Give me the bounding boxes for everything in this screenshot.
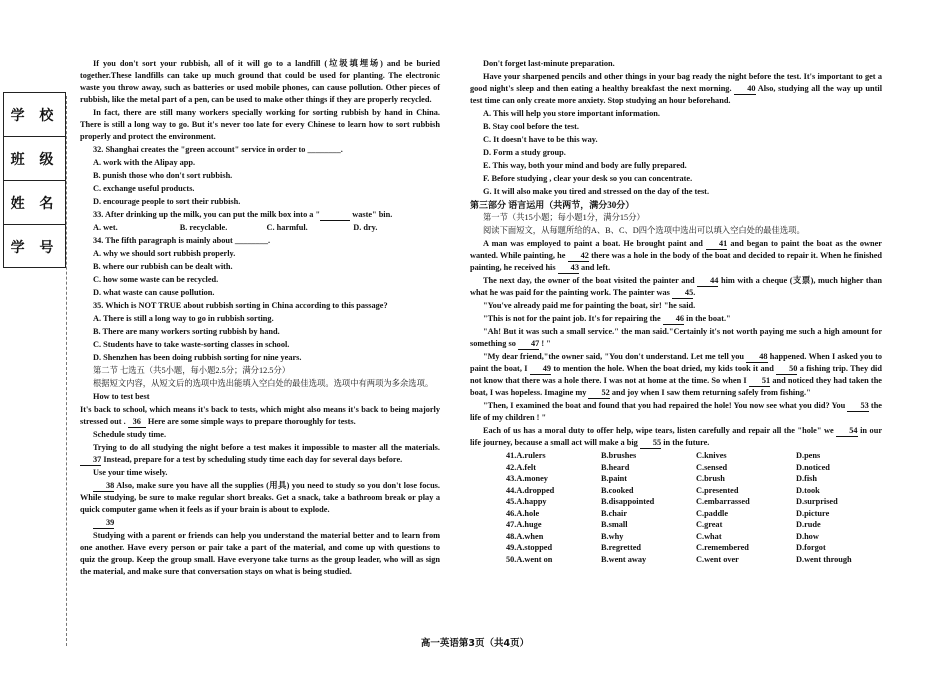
class-label: 班 级: [4, 137, 65, 181]
passage-paragraph: In fact, there are still many workers specially working for sorting rubbish by hand in China. There is still a long way to go. But it's never too late for every Chinese to learn how to sort rubbish properly and protect the environment.: [80, 108, 440, 141]
blank-46: 46: [663, 314, 684, 325]
passage-paragraph: 38 Also, make sure you have all the supplies (用具) you need to study so you don't lose focus. While studying, be sure to make regular short breaks. Get a snack, take a bathroom break or play a quick computer game when it feels as if your brain is about to explode.: [80, 481, 440, 514]
question-33-options: [80, 222, 440, 234]
student-info-panel: [3, 92, 66, 268]
blank-50: 50: [776, 364, 797, 375]
cloze-option: D.fish: [796, 474, 817, 483]
seven-option: B. Stay cool before the test.: [483, 122, 579, 131]
cloze-option: 45.A.happy: [506, 497, 547, 506]
subheading: Don't forget last-minute preparation.: [483, 59, 615, 68]
student-number-label: 学 号: [10, 240, 59, 256]
cloze-paragraph: A man was employed to paint a boat. He brought paint and 41 and began to paint the boat as the owner wanted. While painting, he 42 there was a hole in the body of the boat and decided to repair it. When he finished painting, he received his 43 and left.: [470, 239, 882, 272]
cloze-paragraph: Each of us has a moral duty to offer help, wipe tears, listen carefully and repair all the "hole" we 54 in our life journey, because a small act will make a big 55 in the future.: [470, 426, 882, 447]
cloze-option: 41.A.rulers: [506, 451, 546, 460]
section-2-instructions: 根据短文内容，从短文后的选项中选出能填入空白处的最佳选项。选项中有两项为多余选项。: [93, 379, 434, 388]
cloze-option: D.rude: [796, 520, 821, 529]
blank-42: 42: [568, 251, 589, 262]
cloze-option: D.noticed: [796, 462, 830, 472]
option: C. Students have to take waste-sorting classes in school.: [93, 340, 290, 349]
blank-47: 47: [518, 339, 539, 350]
cloze-option: B.paint: [601, 474, 628, 483]
cloze-option: D.surprised: [796, 497, 838, 506]
option: A. wet.: [93, 223, 118, 232]
question-34: 34. The fifth paragraph is mainly about ________.: [93, 236, 271, 245]
blank-37: 37: [80, 455, 101, 466]
blank-43: 43: [558, 263, 579, 274]
seven-option: E. This way, both your mind and body are fully prepared.: [483, 161, 687, 170]
cloze-option: 47.A.huge: [506, 520, 542, 529]
blank-54: 54: [836, 426, 857, 437]
cloze-option: B.disappointed: [601, 497, 655, 506]
cloze-option: 42.A.felt: [506, 462, 536, 472]
cloze-option: B.small: [601, 520, 628, 529]
passage-title: How to test best: [93, 392, 150, 401]
answer-blank: [320, 210, 350, 221]
blank-53: 53: [847, 401, 868, 412]
cloze-option: D.pens: [796, 451, 821, 460]
cloze-paragraph: "Ah! But it was such a small service." the man said."Certainly it's not worth paying me such a high amount for something so 47 ! ": [470, 327, 882, 348]
right-column: [470, 58, 882, 565]
seven-option: D. Form a study group.: [483, 148, 566, 157]
blank-45: 45: [672, 288, 693, 299]
left-column: [80, 58, 440, 579]
blank-38: 38: [93, 481, 114, 492]
cloze-option: C.sensed: [696, 462, 728, 472]
school-label: 学 校: [4, 93, 65, 137]
cloze-option: C.presented: [696, 485, 739, 495]
option: B. punish those who don't sort rubbish.: [93, 171, 233, 180]
cloze-paragraph: "Then, I examined the boat and found that you had repaired the hole! You now see what you did? You 53 the life of my children ! ": [470, 401, 882, 422]
section-2-heading: 第二节 七选五（共5小题，每小题2.5分；满分12.5分）: [93, 366, 291, 375]
option: A. why we should sort rubbish properly.: [93, 249, 236, 258]
cloze-option: C.went over: [696, 554, 739, 564]
cloze-paragraph: "This is not for the paint job. It's for repairing the 46 in the boat.": [483, 314, 731, 323]
blank-39-line: [80, 517, 440, 529]
passage-paragraph: Studying with a parent or friends can help you understand the material better and to learn from one another. Have every person or pair take a part of the material, and come up with questions to quiz the group. Keep the group small. Have everyone take turns as the group leader, who will as sign the material, and make sure that conversation stays on what is being studied.: [80, 531, 440, 576]
option: C. harmful.: [266, 223, 308, 232]
cloze-option: B.cooked: [601, 485, 634, 495]
cloze-option: 48.A.when: [506, 531, 544, 541]
option: C. exchange useful products.: [93, 184, 195, 193]
question-35: 35. Which is NOT TRUE about rubbish sorting in China according to this passage?: [93, 301, 388, 310]
cloze-option: C.knives: [696, 451, 727, 460]
name-label: 姓 名: [4, 181, 65, 225]
subheading: Use your time wisely.: [93, 468, 168, 477]
question-32: 32. Shanghai creates the "green account" service in order to ________.: [93, 145, 343, 154]
blank-39: 39: [93, 518, 114, 529]
blank-36: 36: [128, 417, 146, 428]
blank-51: 51: [749, 376, 770, 387]
option: D. what waste can cause pollution.: [93, 288, 215, 297]
seven-option: C. It doesn't have to be this way.: [483, 135, 598, 144]
cloze-option: B.chair: [601, 508, 628, 518]
cloze-option: C.great: [696, 520, 723, 529]
blank-52: 52: [588, 388, 609, 399]
question-33: 33. After drinking up the milk, you can put the milk box into a " waste" bin.: [93, 210, 393, 219]
blank-40: 40: [734, 84, 755, 95]
blank-55: 55: [640, 438, 661, 449]
cloze-option: B.went away: [601, 554, 647, 564]
option: A. There is still a long way to go in rubbish sorting.: [93, 314, 274, 323]
blank-48: 48: [746, 352, 767, 363]
option: A. work with the Alipay app.: [93, 158, 196, 167]
cloze-option: C.paddle: [696, 508, 729, 518]
seven-option: F. Before studying , clear your desk so you can concentrate.: [483, 174, 693, 183]
option: B. where our rubbish can be dealt with.: [93, 262, 233, 271]
option: D. encourage people to sort their rubbish.: [93, 197, 241, 206]
passage-paragraph: Trying to do all studying the night before a test makes it impossible to master all the materials. 37 Instead, prepare for a test by scheduling study time each day for several days before.: [80, 442, 440, 466]
cloze-option: D.went through: [796, 554, 852, 564]
option: D. Shenzhen has been doing rubbish sorting for nine years.: [93, 353, 302, 362]
passage-paragraph: Have your sharpened pencils and other things in your bag ready the night before the test. It's important to get a good night's sleep and then eating a healthy breakfast the next morning. 40 Also, studying all the way up until test time can only create more anxiety. Stop studying an hour beforehand.: [470, 72, 883, 105]
cloze-option: 46.A.hole: [506, 508, 540, 518]
option: D. dry.: [353, 223, 378, 232]
cloze-option: 50.A.went on: [506, 554, 553, 564]
cloze-option: D.took: [796, 485, 820, 495]
blank-49: 49: [530, 364, 551, 375]
cloze-option: 44.A.dropped: [506, 485, 555, 495]
cloze-option: B.brushes: [601, 451, 637, 460]
binding-line: [66, 96, 68, 646]
page-footer: 高一英语第3页（共4页）: [420, 638, 530, 649]
cloze-option: B.heard: [601, 462, 630, 472]
section-1-heading: 第一节（共15小题；每小题1分，满分15分）: [483, 213, 645, 222]
cloze-option: C.brush: [696, 474, 725, 483]
subheading: Schedule study time.: [93, 430, 167, 439]
cloze-option: D.how: [796, 531, 819, 541]
cloze-option: 43.A.money: [506, 474, 548, 483]
cloze-option: 49.A.stopped: [506, 543, 553, 552]
seven-option: G. It will also make you tired and stressed on the day of the test.: [483, 187, 710, 196]
cloze-paragraph: "You've already paid me for painting the boat, sir! "he said.: [483, 301, 696, 310]
cloze-paragraph: "My dear friend,"the owner said, "You don't understand. Let me tell you 48 happened. When I asked you to paint the boat, I 49 to mention the hole. When the boat dried, my kids took it and 50 a fishing trip. They did not know that there was a hole there. I was not at home at the time. So when I 51 and noticed they had taken the boat, I was hopeless. Imagine my 52 and joy when I saw them returning safely from fishing.": [470, 352, 882, 397]
section-1-instructions: 阅读下面短文，从每题所给的A、B、C、D四个选项中选出可以填入空白处的最佳选项。: [483, 226, 805, 235]
blank-41: 41: [706, 239, 727, 250]
cloze-option: B.regretted: [601, 543, 642, 552]
part-3-heading: 第三部分 语言运用（共两节，满分30分）: [470, 200, 635, 210]
passage-paragraph: If you don't sort your rubbish, all of it will go to a landfill (垃圾填埋场) and be buried together.These landfills can take up much ground that could be used for planting. The electronic waste you throw away, such as batteries or used mobile phones, can cause pollution. Other pieces of rubbish, like the metal part of a pen, can be used to make other things if they are properly recycled.: [80, 59, 440, 104]
option: B. recyclable.: [179, 223, 228, 232]
option: B. There are many workers sorting rubbish by hand.: [93, 327, 280, 336]
cloze-option: C.remembered: [696, 543, 749, 552]
option: C. how some waste can be recycled.: [93, 275, 219, 284]
cloze-option: D.forgot: [796, 543, 826, 552]
cloze-paragraph: The next day, the owner of the boat visited the painter and 44 him with a cheque (支票), much higher than what he was paid for the painting work. The painter was 45.: [470, 276, 882, 297]
cloze-option: B.why: [601, 531, 624, 541]
cloze-option: D.picture: [796, 508, 830, 518]
passage-paragraph: It's back to school, which means it's back to tests, which might also means it's back to being majorly stressed out . 36 Here are some simple ways to prepare thoroughly for tests.: [80, 405, 440, 426]
seven-option: A. This will help you store important information.: [483, 109, 660, 118]
cloze-option: C.embarrassed: [696, 497, 750, 506]
cloze-option: C.what: [696, 531, 722, 541]
cloze-options-grid: [506, 450, 882, 565]
blank-44: 44: [697, 276, 718, 287]
